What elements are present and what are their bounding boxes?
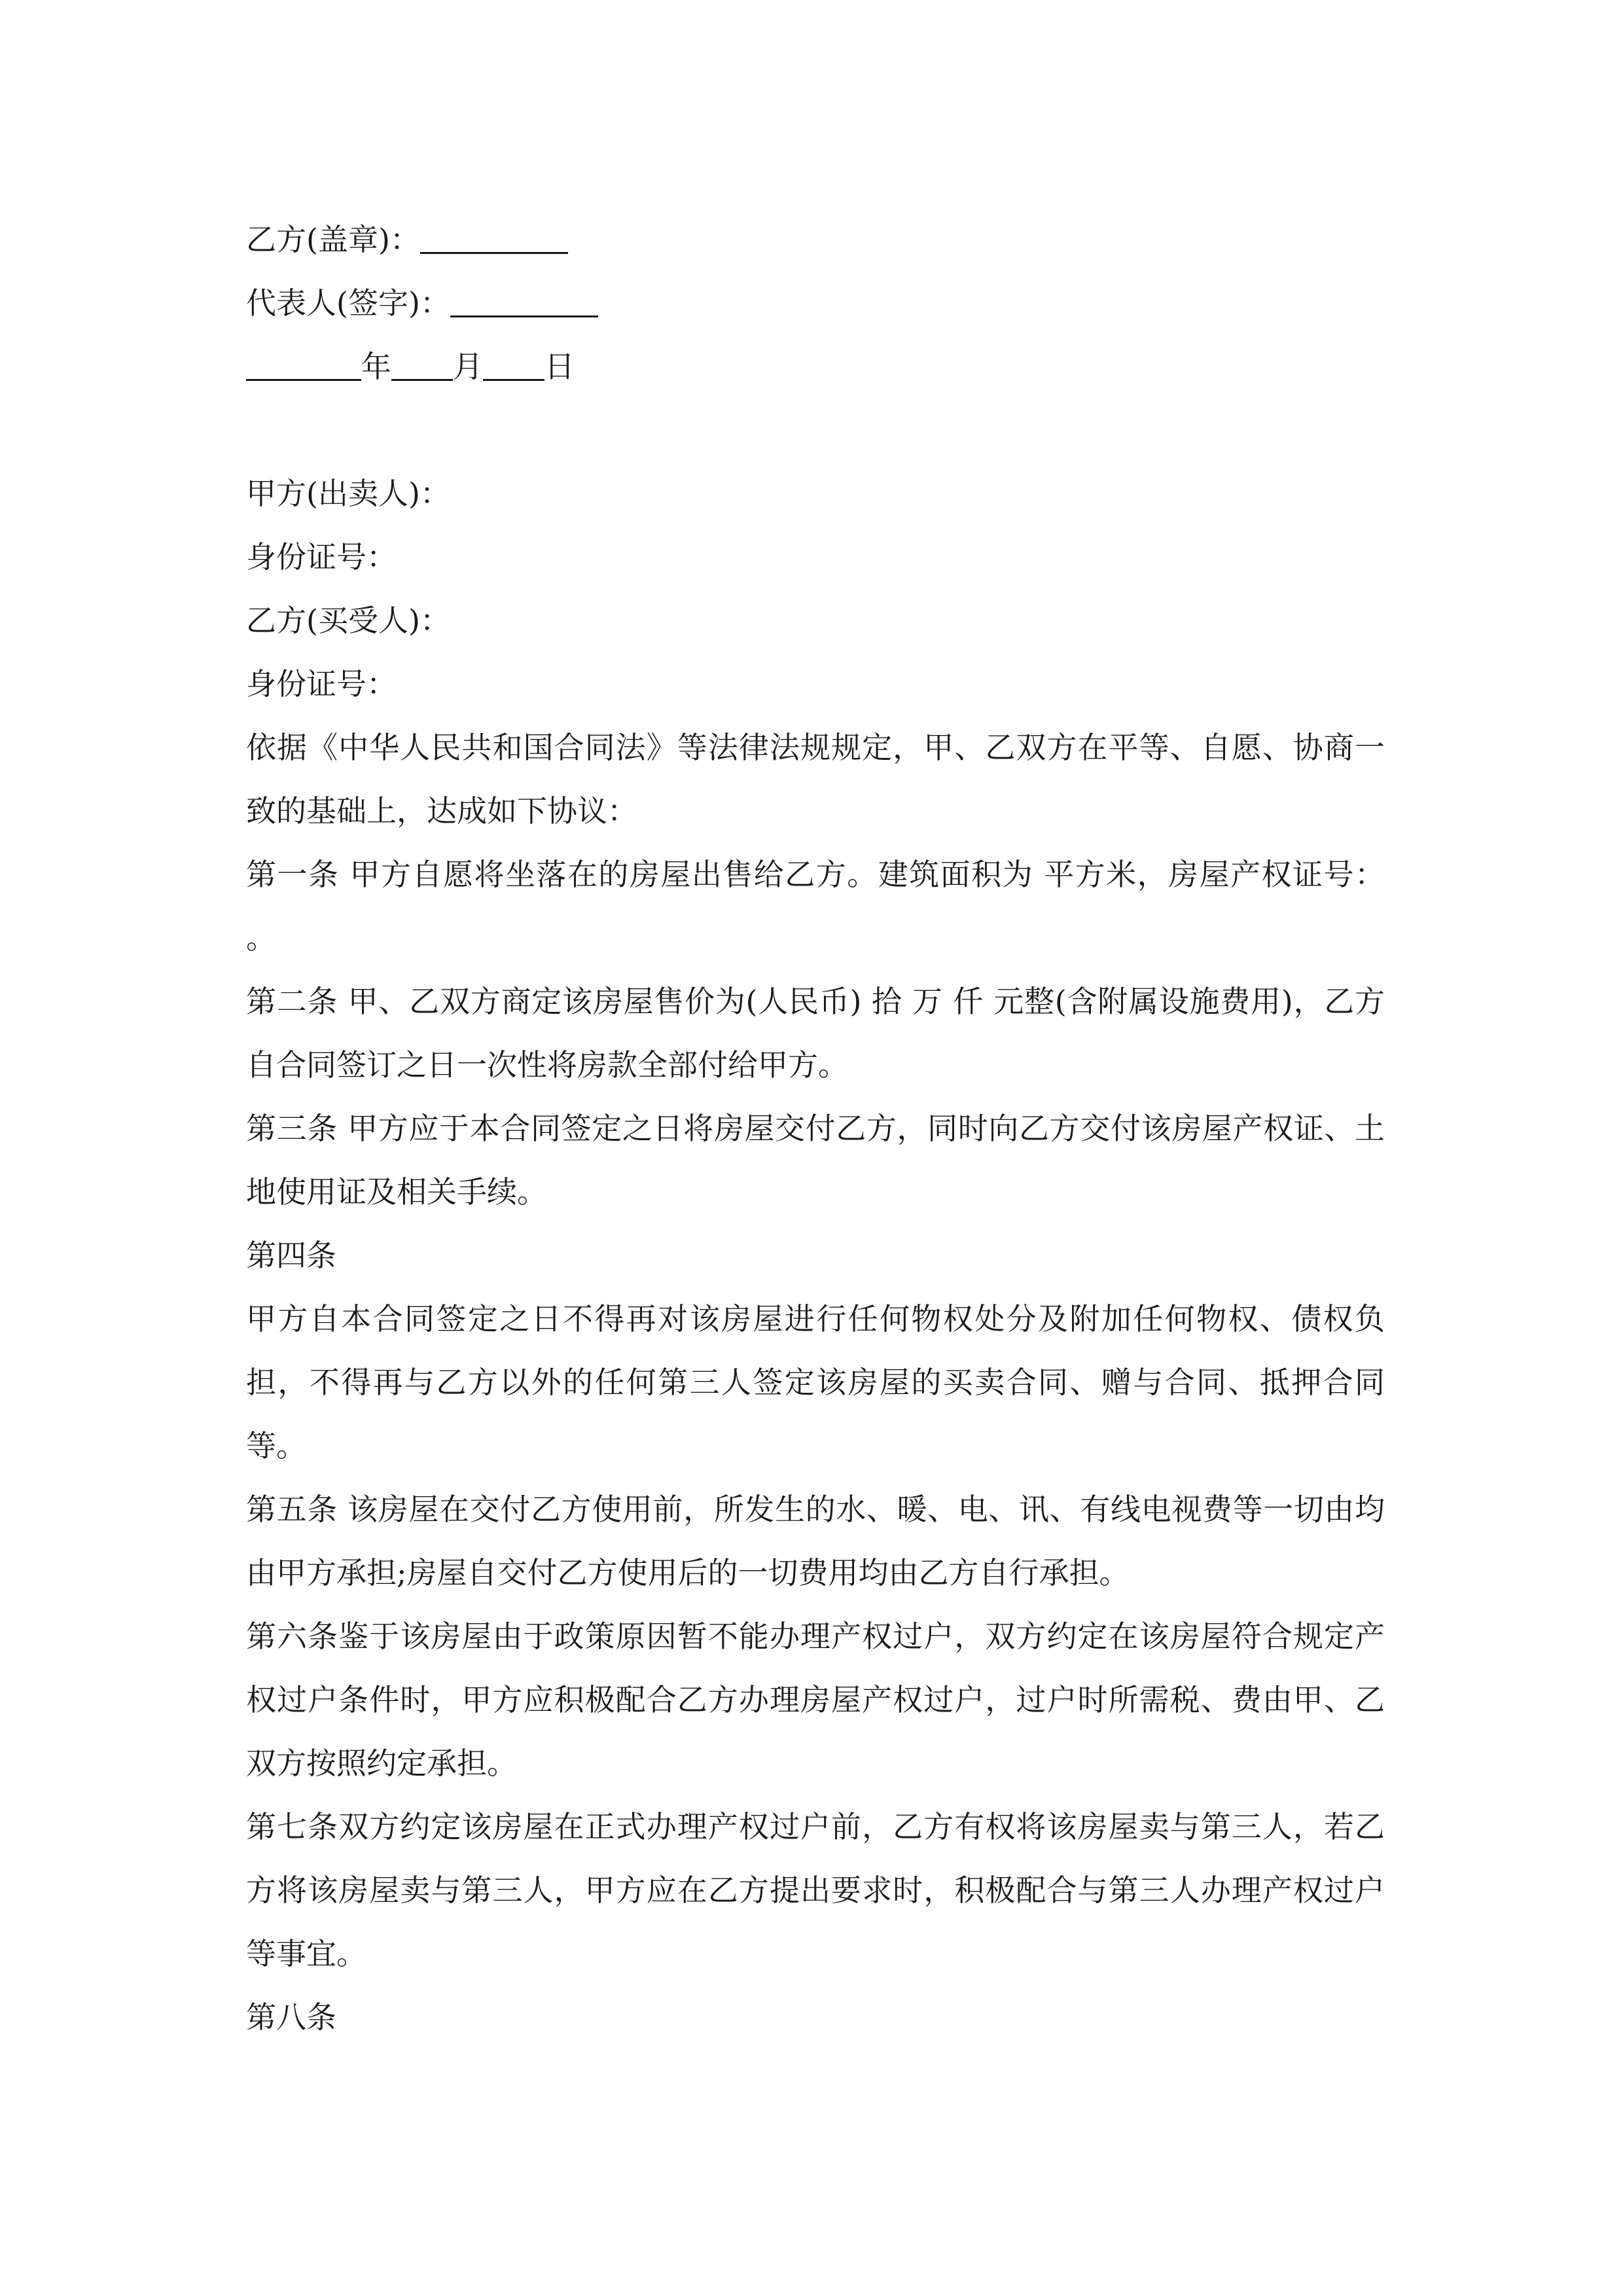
day-blank xyxy=(483,349,544,381)
article-8-title: 第八条 xyxy=(246,2000,336,2035)
representative-line xyxy=(246,272,1385,335)
article-4-title: 第四条 xyxy=(246,1238,336,1273)
article-3: 第三条 甲方应于本合同签定之日将房屋交付乙方，同时向乙方交付该房屋产权证、土地使用证及相关手续。 xyxy=(246,1111,1385,1210)
day-label: 日 xyxy=(544,349,575,384)
month-label: 月 xyxy=(453,349,483,384)
date-line xyxy=(246,335,1385,399)
year-blank xyxy=(246,349,361,381)
year-label: 年 xyxy=(361,349,391,384)
article-2: 第二条 甲、乙双方商定该房屋售价为(人民币) 拾 万 仟 元整(含附属设施费用)，乙方自合同签订之日一次性将房款全部付给甲方。 xyxy=(246,984,1385,1083)
party-a-label: 甲方(出卖人)： xyxy=(246,476,450,511)
party-b-seal-line xyxy=(246,208,1385,272)
article-7: 第七条双方约定该房屋在正式办理产权过户前，乙方有权将该房屋卖与第三人，若乙方将该房屋卖与第三人，甲方应在乙方提出要求时，积极配合与第三人办理产权过户等事宜。 xyxy=(246,1809,1385,1971)
representative-blank xyxy=(450,285,598,317)
preamble-paragraph: 依据《中华人民共和国合同法》等法律法规规定，甲、乙双方在平等、自愿、协商一致的基础上，达成如下协议： xyxy=(246,730,1385,829)
party-a-id-label: 身份证号： xyxy=(246,539,397,575)
article-1: 第一条 甲方自愿将坐落在的房屋出售给乙方。建筑面积为 平方米，房屋产权证号： 。 xyxy=(246,857,1385,956)
party-b-seal-label: 乙方(盖章)： xyxy=(246,222,420,257)
article-5: 第五条 该房屋在交付乙方使用前，所发生的水、暖、电、讯、有线电视费等一切由均由甲方承担;房屋自交付乙方使用后的一切费用均由乙方自行承担。 xyxy=(246,1492,1385,1590)
document-body xyxy=(246,208,1385,2049)
party-b-seal-blank xyxy=(420,222,568,254)
section-spacer xyxy=(246,399,1385,462)
article-6: 第六条鉴于该房屋由于政策原因暂不能办理产权过户，双方约定在该房屋符合规定产权过户条件时，甲方应积极配合乙方办理房屋产权过户，过户时所需税、费由甲、乙双方按照约定承担。 xyxy=(246,1619,1385,1781)
party-b-id-label: 身份证号： xyxy=(246,666,397,702)
party-b-label: 乙方(买受人)： xyxy=(246,603,450,638)
representative-label: 代表人(签字)： xyxy=(246,285,450,321)
month-blank xyxy=(391,349,453,381)
article-4-body: 甲方自本合同签定之日不得再对该房屋进行任何物权处分及附加任何物权、债权负担，不得再与乙方以外的任何第三人签定该房屋的买卖合同、赠与合同、抵押合同等。 xyxy=(246,1301,1385,1463)
